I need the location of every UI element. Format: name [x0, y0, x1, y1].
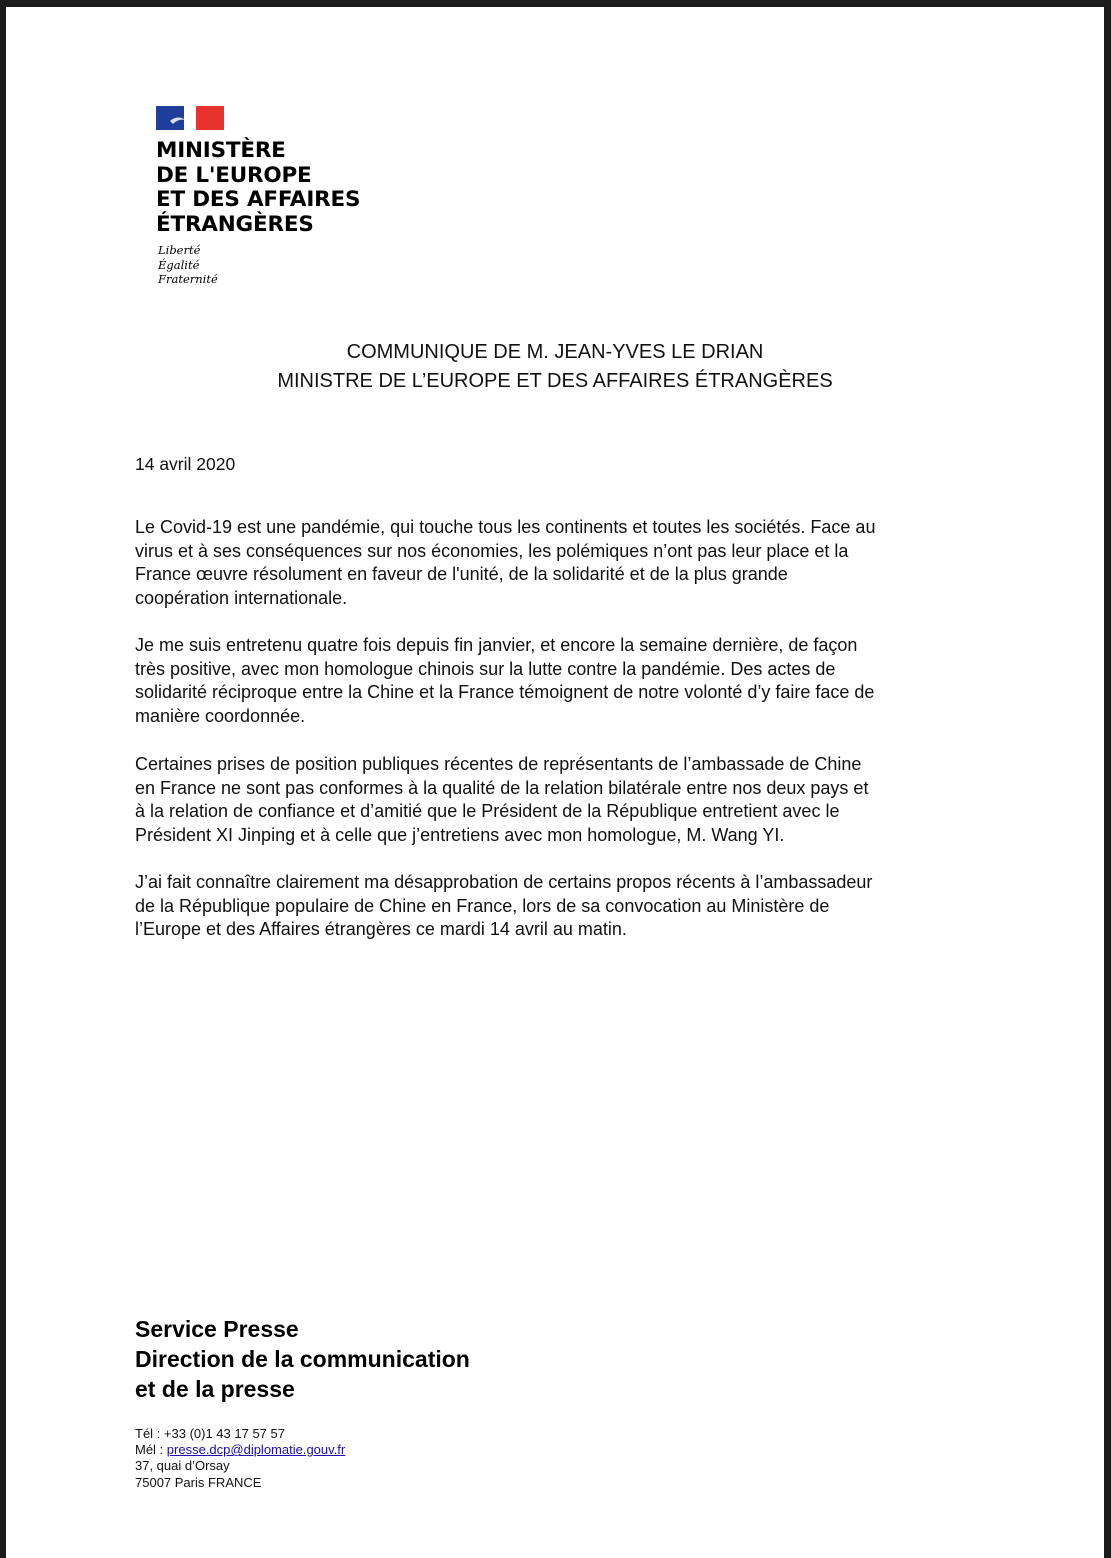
republic-motto [158, 243, 218, 287]
paragraph-line: Président XI Jinping et à celle que j’entretiens avec mon homologue, M. Wang YI. [135, 824, 785, 845]
paragraph [135, 753, 995, 847]
email-link[interactable]: presse.dcp@diplomatie.gouv.fr [166, 1442, 346, 1458]
motto-line: Fraternité [158, 272, 218, 286]
paragraph-line: de la République populaire de Chine en France, lors de sa convocation au Ministère de [135, 895, 830, 916]
ministry-name-line: ÉTRANGÈRES [156, 211, 314, 237]
contact-block [135, 1426, 345, 1491]
paragraph-line: en France ne sont pas conformes à la qualité de la relation bilatérale entre nos deux pays et [135, 777, 869, 798]
phone-number: +33 (0)1 43 17 57 57 [163, 1426, 285, 1441]
paragraph-line: à la relation de confiance et d’amitié que le Président de la République entretient avec le [135, 801, 840, 821]
press-service-line: Service Presse [135, 1316, 299, 1342]
ministry-name-line: MINISTÈRE [156, 138, 286, 163]
paragraph-line: manière coordonnée. [135, 705, 306, 726]
minister-title: MINISTRE DE L’EUROPE ET DES AFFAIRES ÉTRANGÈRES [277, 370, 833, 392]
paragraph-line: très positive, avec mon homologue chinois sur la lutte contre la pandémie. Des actes de [135, 658, 836, 679]
paragraph-line: France œuvre résolument en faveur de l'unité, de la solidarité et de la plus grande [135, 564, 788, 584]
marianne-profile [184, 106, 196, 130]
paragraph-line: Je me suis entretenu quatre fois depuis fin janvier, et encore la semaine dernière, de façon [135, 635, 858, 655]
paragraph-line: solidarité réciproque entre la Chine et la France témoignent de notre volonté d’y faire face de [135, 682, 875, 702]
email-label: Mél : [135, 1442, 167, 1458]
paragraph-line: J’ai fait connaître clairement ma désapprobation de certains propos récents à l’ambassadeur [135, 872, 873, 892]
press-service-line: et de la presse [135, 1376, 295, 1402]
ministry-name-line: DE L'EUROPE [156, 162, 312, 188]
phone-line [135, 1426, 345, 1442]
paragraph [135, 871, 995, 942]
paragraph-line: coopération internationale. [135, 587, 348, 608]
communique-date: 14 avril 2020 [135, 454, 236, 474]
phone-label: Tél : [135, 1426, 164, 1441]
paragraph-line: Le Covid-19 est une pandémie, qui touche tous les continents et toutes les sociétés. Face au [135, 517, 876, 537]
press-service-line: Direction de la communication [135, 1346, 470, 1372]
ministry-name-line: ET DES AFFAIRES [156, 187, 361, 212]
ministry-name [156, 139, 360, 237]
address-street: 37, quai d’Orsay [135, 1458, 230, 1474]
communique-title: COMMUNIQUE DE M. JEAN-YVES LE DRIAN [346, 341, 764, 363]
document-page [6, 7, 1104, 1558]
marianne-flag-icon [156, 106, 224, 130]
motto-line: Égalité [158, 257, 200, 272]
email-line [135, 1442, 345, 1458]
paragraph [135, 634, 995, 728]
paragraph-line: l’Europe et des Affaires étrangères ce mardi 14 avril au matin. [135, 919, 627, 939]
paragraph-line: Certaines prises de position publiques récentes de représentants de l’ambassade de Chine [135, 754, 862, 774]
motto-line: Liberté [158, 243, 201, 257]
address-city: 75007 Paris FRANCE [135, 1474, 262, 1490]
paragraph-line: virus et à ses conséquences sur nos économies, les polémiques n’ont pas leur place et la [135, 540, 849, 561]
flag-red-field [196, 106, 224, 130]
press-service-block [135, 1314, 470, 1404]
paragraph [135, 516, 995, 610]
